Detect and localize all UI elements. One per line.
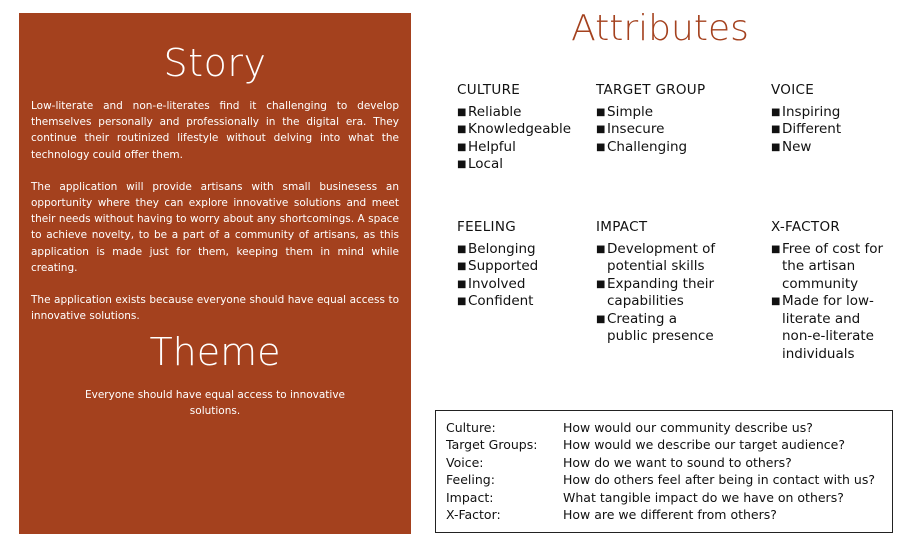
square-bullet-icon: ■ <box>596 141 606 153</box>
square-bullet-icon: ■ <box>457 296 467 307</box>
attribute-item <box>457 276 592 294</box>
square-bullet-icon: ■ <box>596 278 606 290</box>
definition-question: How would our community describe us? <box>563 420 813 435</box>
story-body <box>31 98 399 340</box>
definition-term: Impact: <box>446 489 494 505</box>
attribute-item-label: Supported <box>468 258 539 274</box>
attribute-item-label: Expanding their capabilities <box>607 275 715 309</box>
attribute-item <box>596 311 721 346</box>
attribute-item <box>457 258 592 276</box>
story-paragraph: Low-literate and non-e-literates find it challenging to develop themselves personally and professionally in the digital era. They continue their routinized lifestyle without delving into what the technology could offer them. <box>31 100 399 161</box>
square-bullet-icon: ■ <box>596 106 606 118</box>
definition-question: How do others feel after being in contact with us? <box>563 472 875 488</box>
square-bullet-icon: ■ <box>596 124 606 135</box>
attribute-item-label: Different <box>782 121 842 137</box>
attribute-item <box>457 104 592 122</box>
square-bullet-icon: ■ <box>457 106 467 118</box>
story-title: Story <box>163 41 267 85</box>
attribute-column-voice <box>771 82 891 156</box>
attribute-item-label: Development of potential skills <box>607 240 716 274</box>
attribute-item <box>596 139 721 157</box>
square-bullet-icon: ■ <box>457 159 467 170</box>
attribute-item <box>457 293 592 311</box>
attribute-column-impact <box>596 219 721 346</box>
attribute-item-label: Belonging <box>468 240 536 257</box>
attribute-heading: TARGET GROUP <box>596 82 706 98</box>
definition-question: How would we describe our target audience? <box>563 437 845 453</box>
theme-title: Theme <box>149 330 281 374</box>
attribute-heading: IMPACT <box>596 219 648 235</box>
attribute-column-culture <box>457 82 592 174</box>
square-bullet-icon: ■ <box>771 124 781 135</box>
definition-question: How do we want to sound to others? <box>563 454 792 470</box>
square-bullet-icon: ■ <box>457 124 467 135</box>
definition-question: What tangible impact do we have on others? <box>563 489 844 505</box>
attribute-heading: VOICE <box>771 82 815 98</box>
square-bullet-icon: ■ <box>771 141 781 153</box>
square-bullet-icon: ■ <box>457 243 467 255</box>
attribute-item-label: Free of cost for the artisan community <box>782 240 884 292</box>
attribute-item <box>457 156 592 174</box>
attribute-item <box>771 241 893 294</box>
definition-question: How are we different from others? <box>563 507 777 522</box>
attribute-item <box>596 276 721 311</box>
definition-term: Feeling: <box>446 472 495 488</box>
attribute-column-x-factor <box>771 219 893 363</box>
attribute-item-label: Inspiring <box>782 103 841 120</box>
attribute-item <box>596 121 721 139</box>
attribute-column-target-group <box>596 82 721 156</box>
square-bullet-icon: ■ <box>596 313 606 325</box>
square-bullet-icon: ■ <box>771 243 781 255</box>
square-bullet-icon: ■ <box>457 141 467 153</box>
attribute-item <box>596 241 721 276</box>
attribute-item-label: Local <box>468 156 503 172</box>
theme-text: Everyone should have equal access to innovative solutions. <box>84 389 345 417</box>
attribute-item <box>457 121 592 139</box>
attribute-item-label: Creating a public presence <box>607 310 714 344</box>
square-bullet-icon: ■ <box>596 243 606 255</box>
square-bullet-icon: ■ <box>457 261 467 272</box>
definition-term: Target Groups: <box>446 437 538 453</box>
square-bullet-icon: ■ <box>771 106 781 118</box>
attribute-item-label: Challenging <box>607 138 688 155</box>
definition-term: X-Factor: <box>446 507 501 522</box>
attribute-item-label: Reliable <box>468 103 522 120</box>
attributes-title: Attributes <box>571 8 749 49</box>
attribute-item-label: New <box>782 138 812 155</box>
definition-term: Voice: <box>446 454 484 470</box>
attribute-heading: CULTURE <box>457 82 521 98</box>
attribute-item-label: Knowledgeable <box>468 121 572 137</box>
attribute-item-label: Helpful <box>468 138 516 155</box>
attribute-item-label: Confident <box>468 293 534 309</box>
story-panel <box>19 13 411 534</box>
attribute-item <box>771 121 891 139</box>
attribute-column-feeling <box>457 219 592 311</box>
definitions-box <box>435 410 893 533</box>
attribute-heading: X-FACTOR <box>771 219 841 235</box>
attribute-item <box>771 104 891 122</box>
attribute-item-label: Involved <box>468 275 526 292</box>
attribute-item <box>596 104 721 122</box>
story-paragraph: The application will provide artisans with small businesess an opportunity where they can explore innovative solutions and meet their needs without having to worry about any shortcomings. A space to achieve novelty, to be a part of a community of artisans, as this application is made just for them, keeping them in mind while creating. <box>31 180 399 274</box>
square-bullet-icon: ■ <box>457 278 467 290</box>
attribute-item <box>771 139 891 157</box>
attribute-item <box>457 139 592 157</box>
story-paragraph: The application exists because everyone should have equal access to innovative solutions. <box>31 294 399 323</box>
attribute-item <box>771 293 893 363</box>
definition-term: Culture: <box>446 420 496 435</box>
square-bullet-icon: ■ <box>771 296 781 307</box>
attribute-item-label: Insecure <box>607 121 665 137</box>
attribute-heading: FEELING <box>457 219 516 235</box>
attribute-item <box>457 241 592 259</box>
attribute-item-label: Simple <box>607 103 654 120</box>
attribute-item-label: Made for low-literate and non-e-literate individuals <box>782 293 874 362</box>
